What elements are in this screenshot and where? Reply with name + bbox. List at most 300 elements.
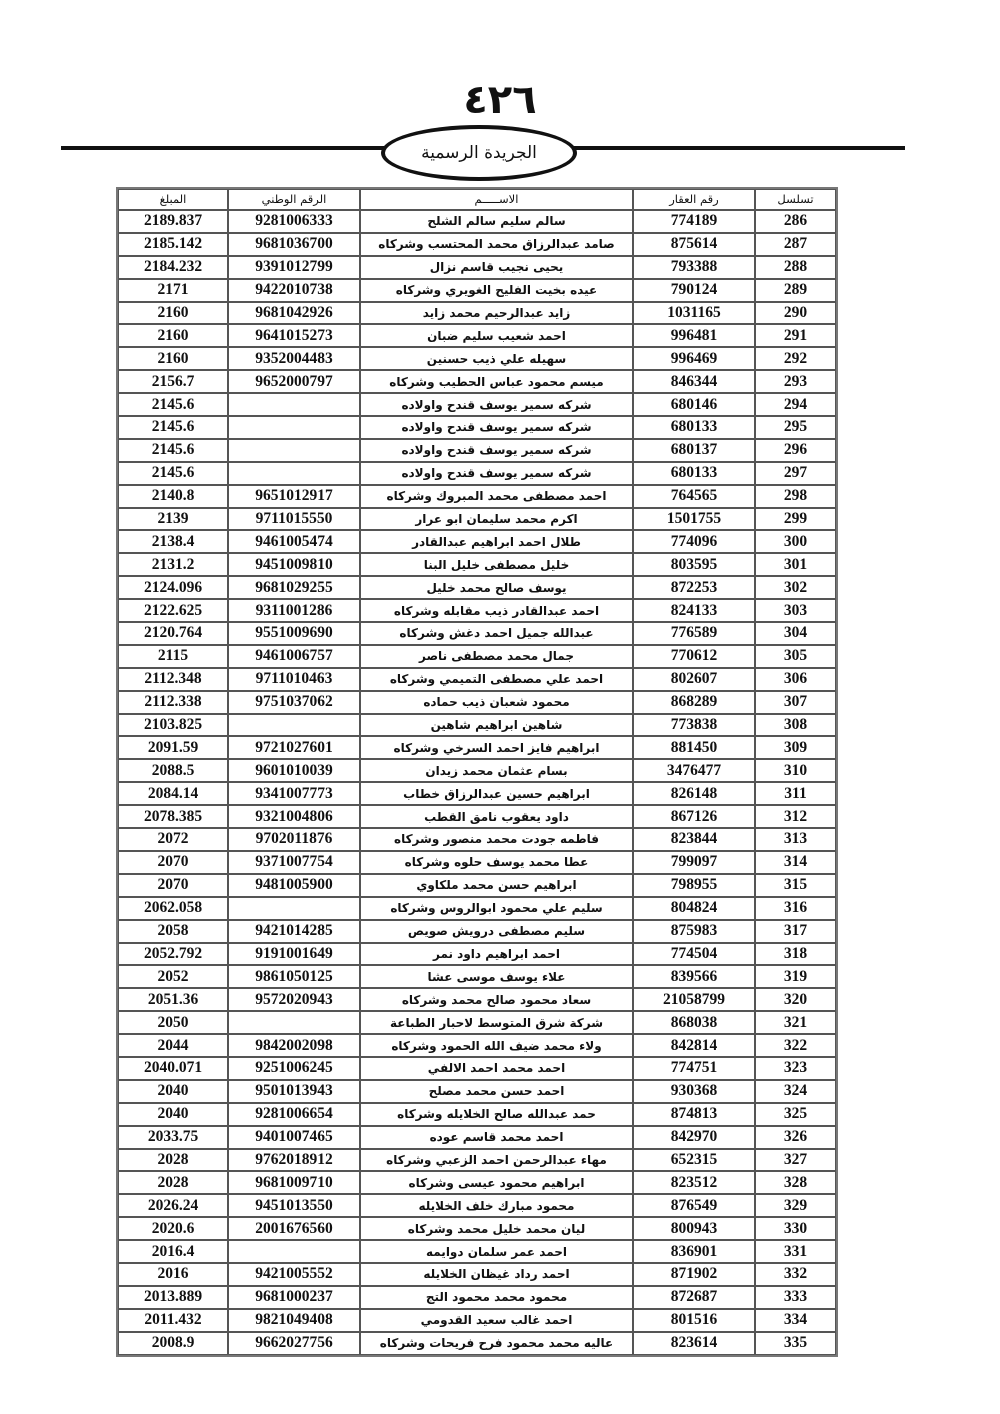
amount-cell: 2088.5 <box>118 759 228 782</box>
national-id-cell: 9451013550 <box>228 1194 360 1217</box>
table-row <box>118 897 836 920</box>
amount-cell: 2138.4 <box>118 530 228 553</box>
table-row <box>118 1080 836 1103</box>
serial-cell: 302 <box>755 576 836 599</box>
national-id-cell: 9652000797 <box>228 370 360 393</box>
amount-cell: 2072 <box>118 828 228 851</box>
name-cell: احمد شعيب سليم ضبان <box>360 324 633 347</box>
name-cell: سليم مصطفى درويش صويص <box>360 920 633 943</box>
name-cell: طلال احمد ابراهيم عبدالقادر <box>360 530 633 553</box>
table-row <box>118 279 836 302</box>
serial-cell: 324 <box>755 1080 836 1103</box>
national-id-cell: 9391012799 <box>228 256 360 279</box>
national-id-cell: 9681000237 <box>228 1286 360 1309</box>
national-id-cell: 9641015273 <box>228 324 360 347</box>
table-row <box>118 920 836 943</box>
name-cell: مهاء عبدالرحمن احمد الزعبي وشركاه <box>360 1149 633 1172</box>
amount-cell: 2011.432 <box>118 1309 228 1332</box>
amount-cell: 2145.6 <box>118 439 228 462</box>
table-row <box>118 347 836 370</box>
table-row <box>118 324 836 347</box>
property-number-cell: 872687 <box>633 1286 755 1309</box>
property-number-cell: 875614 <box>633 233 755 256</box>
amount-cell: 2062.058 <box>118 897 228 920</box>
property-number-cell: 680133 <box>633 462 755 485</box>
property-number-cell: 802607 <box>633 668 755 691</box>
name-cell: ابراهيم حسين عبدالرزاق خطاب <box>360 782 633 805</box>
national-id-cell: 9251006245 <box>228 1057 360 1080</box>
table-row <box>118 1011 836 1034</box>
property-number-cell: 770612 <box>633 645 755 668</box>
property-number-cell: 680146 <box>633 393 755 416</box>
serial-cell: 315 <box>755 874 836 897</box>
table-row <box>118 599 836 622</box>
serial-cell: 303 <box>755 599 836 622</box>
national-id-cell: 9721027601 <box>228 736 360 759</box>
amount-cell: 2058 <box>118 920 228 943</box>
national-id-cell: 9422010738 <box>228 279 360 302</box>
amount-cell: 2184.232 <box>118 256 228 279</box>
name-cell: علاء يوسف موسى عشا <box>360 965 633 988</box>
serial-cell: 290 <box>755 302 836 325</box>
table-body <box>118 210 836 1355</box>
amount-cell: 2185.142 <box>118 233 228 256</box>
page-number: ٤٢٦ <box>463 77 537 123</box>
amount-cell: 2171 <box>118 279 228 302</box>
national-id-cell <box>228 714 360 737</box>
property-number-cell: 800943 <box>633 1217 755 1240</box>
national-id-cell: 9401007465 <box>228 1126 360 1149</box>
national-id-cell: 9421014285 <box>228 920 360 943</box>
national-id-cell: 9702011876 <box>228 828 360 851</box>
table-row <box>118 851 836 874</box>
name-cell: ابراهيم حسن محمد ملكاوي <box>360 874 633 897</box>
serial-cell: 329 <box>755 1194 836 1217</box>
table-row <box>118 714 836 737</box>
name-cell: شاهين ابراهيم شاهين <box>360 714 633 737</box>
property-number-cell: 776589 <box>633 622 755 645</box>
table-row <box>118 622 836 645</box>
table-row <box>118 485 836 508</box>
national-id-cell: 9681036700 <box>228 233 360 256</box>
national-id-cell: 9751037062 <box>228 691 360 714</box>
national-id-cell: 9371007754 <box>228 851 360 874</box>
serial-cell: 327 <box>755 1149 836 1172</box>
table-row <box>118 393 836 416</box>
name-cell: محمود مبارك خلف الخلايله <box>360 1194 633 1217</box>
property-number-cell: 824133 <box>633 599 755 622</box>
table-row <box>118 302 836 325</box>
amount-cell: 2026.24 <box>118 1194 228 1217</box>
table-row <box>118 759 836 782</box>
national-id-cell: 9481005900 <box>228 874 360 897</box>
table-row <box>118 462 836 485</box>
national-id-cell <box>228 439 360 462</box>
serial-cell: 305 <box>755 645 836 668</box>
amount-cell: 2052 <box>118 965 228 988</box>
serial-cell: 325 <box>755 1103 836 1126</box>
property-number-cell: 842970 <box>633 1126 755 1149</box>
serial-cell: 294 <box>755 393 836 416</box>
amount-cell: 2145.6 <box>118 393 228 416</box>
name-cell: شركه سمير يوسف قندح واولاده <box>360 393 633 416</box>
table-header-row <box>118 189 836 210</box>
name-cell: ابراهيم فايز احمد السرخي وشركاه <box>360 736 633 759</box>
table-row <box>118 256 836 279</box>
table-row <box>118 805 836 828</box>
table-row <box>118 416 836 439</box>
property-number-cell: 773838 <box>633 714 755 737</box>
serial-cell: 316 <box>755 897 836 920</box>
property-number-cell: 21058799 <box>633 988 755 1011</box>
amount-cell: 2033.75 <box>118 1126 228 1149</box>
table-row <box>118 1126 836 1149</box>
property-number-cell: 823844 <box>633 828 755 851</box>
name-cell: جمال محمد مصطفى ناصر <box>360 645 633 668</box>
name-cell: عيده بخيت الفليح الغويري وشركاه <box>360 279 633 302</box>
name-cell: احمد ابراهيم داود نمر <box>360 943 633 966</box>
table-row <box>118 736 836 759</box>
serial-cell: 297 <box>755 462 836 485</box>
amount-cell: 2160 <box>118 302 228 325</box>
serial-cell: 298 <box>755 485 836 508</box>
name-cell: يوسف صالح محمد خليل <box>360 576 633 599</box>
serial-cell: 292 <box>755 347 836 370</box>
property-number-cell: 764565 <box>633 485 755 508</box>
national-id-cell: 9681042926 <box>228 302 360 325</box>
name-cell: محمود شعبان ذيب حماده <box>360 691 633 714</box>
table-row <box>118 1057 836 1080</box>
table-row <box>118 439 836 462</box>
column-header-name: الاســـــم <box>360 189 633 210</box>
property-number-cell: 1501755 <box>633 508 755 531</box>
amount-cell: 2040 <box>118 1103 228 1126</box>
amount-cell: 2103.825 <box>118 714 228 737</box>
property-number-cell: 774096 <box>633 530 755 553</box>
serial-cell: 291 <box>755 324 836 347</box>
serial-cell: 313 <box>755 828 836 851</box>
property-number-cell: 846344 <box>633 370 755 393</box>
property-number-cell: 876549 <box>633 1194 755 1217</box>
column-header-property-number: رقم العقار <box>633 189 755 210</box>
serial-cell: 299 <box>755 508 836 531</box>
national-id-cell: 9551009690 <box>228 622 360 645</box>
amount-cell: 2131.2 <box>118 553 228 576</box>
name-cell: سالم سليم سالم الشلح <box>360 210 633 233</box>
serial-cell: 301 <box>755 553 836 576</box>
name-cell: ابراهيم محمود عيسى وشركاه <box>360 1171 633 1194</box>
amount-cell: 2160 <box>118 347 228 370</box>
national-id-cell: 9681029255 <box>228 576 360 599</box>
table-row <box>118 1217 836 1240</box>
table-row <box>118 1240 836 1263</box>
national-id-cell: 9281006654 <box>228 1103 360 1126</box>
amount-cell: 2044 <box>118 1034 228 1057</box>
property-number-cell: 774751 <box>633 1057 755 1080</box>
national-id-cell: 9352004483 <box>228 347 360 370</box>
amount-cell: 2051.36 <box>118 988 228 1011</box>
serial-cell: 289 <box>755 279 836 302</box>
table-row <box>118 553 836 576</box>
property-number-cell: 842814 <box>633 1034 755 1057</box>
column-header-national-id: الرقم الوطني <box>228 189 360 210</box>
national-id-cell <box>228 462 360 485</box>
name-cell: صامد عبدالرزاق محمد المحتسب وشركاه <box>360 233 633 256</box>
table-row <box>118 530 836 553</box>
national-id-cell <box>228 393 360 416</box>
amount-cell: 2040.071 <box>118 1057 228 1080</box>
table-row <box>118 1332 836 1355</box>
serial-cell: 334 <box>755 1309 836 1332</box>
national-id-cell <box>228 1240 360 1263</box>
serial-cell: 330 <box>755 1217 836 1240</box>
serial-cell: 320 <box>755 988 836 1011</box>
name-cell: شركه سمير يوسف قندح واولاده <box>360 416 633 439</box>
national-id-cell: 9821049408 <box>228 1309 360 1332</box>
national-id-cell: 9762018912 <box>228 1149 360 1172</box>
serial-cell: 335 <box>755 1332 836 1355</box>
amount-cell: 2013.889 <box>118 1286 228 1309</box>
register-table <box>116 187 838 1357</box>
property-number-cell: 823614 <box>633 1332 755 1355</box>
table-row <box>118 645 836 668</box>
amount-cell: 2028 <box>118 1171 228 1194</box>
name-cell: سعاد محمود صالح محمد وشركاه <box>360 988 633 1011</box>
amount-cell: 2112.348 <box>118 668 228 691</box>
name-cell: حمد عبدالله صالح الخلايله وشركاه <box>360 1103 633 1126</box>
name-cell: ميسم محمود عباس الحطيب وشركاه <box>360 370 633 393</box>
property-number-cell: 868289 <box>633 691 755 714</box>
national-id-cell: 9662027756 <box>228 1332 360 1355</box>
national-id-cell: 9861050125 <box>228 965 360 988</box>
property-number-cell: 930368 <box>633 1080 755 1103</box>
table-row <box>118 828 836 851</box>
table-row <box>118 668 836 691</box>
amount-cell: 2115 <box>118 645 228 668</box>
national-id-cell: 9711010463 <box>228 668 360 691</box>
property-number-cell: 799097 <box>633 851 755 874</box>
name-cell: شركة شرق المتوسط لاحبار الطباعة <box>360 1011 633 1034</box>
table-row <box>118 370 836 393</box>
serial-cell: 304 <box>755 622 836 645</box>
column-header-amount: المبلغ <box>118 189 228 210</box>
name-cell: سهيله علي ذيب حسنين <box>360 347 633 370</box>
name-cell: عطا محمد يوسف حلوه وشركاه <box>360 851 633 874</box>
property-number-cell: 836901 <box>633 1240 755 1263</box>
serial-cell: 323 <box>755 1057 836 1080</box>
national-id-cell: 9572020943 <box>228 988 360 1011</box>
name-cell: شركه سمير يوسف قندح واولاده <box>360 439 633 462</box>
property-number-cell: 798955 <box>633 874 755 897</box>
name-cell: احمد حسن محمد مصلح <box>360 1080 633 1103</box>
name-cell: فاطمه جودت محمد منصور وشركاه <box>360 828 633 851</box>
serial-cell: 322 <box>755 1034 836 1057</box>
amount-cell: 2124.096 <box>118 576 228 599</box>
national-id-cell: 9281006333 <box>228 210 360 233</box>
amount-cell: 2189.837 <box>118 210 228 233</box>
serial-cell: 318 <box>755 943 836 966</box>
serial-cell: 326 <box>755 1126 836 1149</box>
table-row <box>118 1194 836 1217</box>
serial-cell: 328 <box>755 1171 836 1194</box>
property-number-cell: 872253 <box>633 576 755 599</box>
property-number-cell: 823512 <box>633 1171 755 1194</box>
property-number-cell: 996481 <box>633 324 755 347</box>
property-number-cell: 680137 <box>633 439 755 462</box>
property-number-cell: 874813 <box>633 1103 755 1126</box>
property-number-cell: 774504 <box>633 943 755 966</box>
property-number-cell: 1031165 <box>633 302 755 325</box>
table-row <box>118 782 836 805</box>
serial-cell: 306 <box>755 668 836 691</box>
national-id-cell: 9501013943 <box>228 1080 360 1103</box>
name-cell: ولاء محمد ضيف الله الحمود وشركاه <box>360 1034 633 1057</box>
national-id-cell: 9451009810 <box>228 553 360 576</box>
table-row <box>118 210 836 233</box>
national-id-cell: 9321004806 <box>228 805 360 828</box>
name-cell: بسام عثمان محمد زيدان <box>360 759 633 782</box>
amount-cell: 2070 <box>118 874 228 897</box>
name-cell: احمد عمر سلمان دوايمه <box>360 1240 633 1263</box>
amount-cell: 2028 <box>118 1149 228 1172</box>
property-number-cell: 875983 <box>633 920 755 943</box>
national-id-cell: 9651012917 <box>228 485 360 508</box>
amount-cell: 2120.764 <box>118 622 228 645</box>
national-id-cell: 9842002098 <box>228 1034 360 1057</box>
name-cell: ليان محمد خليل محمد وشركاه <box>360 1217 633 1240</box>
serial-cell: 288 <box>755 256 836 279</box>
amount-cell: 2016 <box>118 1263 228 1286</box>
table-row <box>118 576 836 599</box>
national-id-cell: 9461005474 <box>228 530 360 553</box>
national-id-cell: 9191001649 <box>228 943 360 966</box>
name-cell: احمد عبدالقادر ذيب مقابله وشركاه <box>360 599 633 622</box>
amount-cell: 2139 <box>118 508 228 531</box>
serial-cell: 296 <box>755 439 836 462</box>
name-cell: سليم علي محمود ابوالروس وشركاه <box>360 897 633 920</box>
serial-cell: 300 <box>755 530 836 553</box>
name-cell: احمد محمد احمد الالفي <box>360 1057 633 1080</box>
property-number-cell: 793388 <box>633 256 755 279</box>
national-id-cell: 9681009710 <box>228 1171 360 1194</box>
amount-cell: 2091.59 <box>118 736 228 759</box>
table-row <box>118 691 836 714</box>
serial-cell: 293 <box>755 370 836 393</box>
table-row <box>118 1286 836 1309</box>
property-number-cell: 871902 <box>633 1263 755 1286</box>
name-cell: محمود محمد محمود التج <box>360 1286 633 1309</box>
table-row <box>118 1034 836 1057</box>
amount-cell: 2122.625 <box>118 599 228 622</box>
name-cell: شركه سمير يوسف قندح واولاده <box>360 462 633 485</box>
property-number-cell: 996469 <box>633 347 755 370</box>
amount-cell: 2078.385 <box>118 805 228 828</box>
table-row <box>118 1263 836 1286</box>
property-number-cell: 867126 <box>633 805 755 828</box>
serial-cell: 308 <box>755 714 836 737</box>
amount-cell: 2052.792 <box>118 943 228 966</box>
amount-cell: 2020.6 <box>118 1217 228 1240</box>
name-cell: احمد رداد غيظان الخلايله <box>360 1263 633 1286</box>
serial-cell: 332 <box>755 1263 836 1286</box>
serial-cell: 333 <box>755 1286 836 1309</box>
serial-cell: 331 <box>755 1240 836 1263</box>
name-cell: احمد علي مصطفى التميمي وشركاه <box>360 668 633 691</box>
national-id-cell: 9341007773 <box>228 782 360 805</box>
property-number-cell: 803595 <box>633 553 755 576</box>
table-row <box>118 943 836 966</box>
property-number-cell: 774189 <box>633 210 755 233</box>
property-number-cell: 790124 <box>633 279 755 302</box>
table-row <box>118 1103 836 1126</box>
property-number-cell: 826148 <box>633 782 755 805</box>
property-number-cell: 652315 <box>633 1149 755 1172</box>
property-number-cell: 680133 <box>633 416 755 439</box>
property-number-cell: 801516 <box>633 1309 755 1332</box>
amount-cell: 2084.14 <box>118 782 228 805</box>
amount-cell: 2160 <box>118 324 228 347</box>
national-id-cell: 9461006757 <box>228 645 360 668</box>
serial-cell: 314 <box>755 851 836 874</box>
name-cell: يحيى نجيب قاسم نزال <box>360 256 633 279</box>
name-cell: زايد عبدالرحيم محمد زايد <box>360 302 633 325</box>
table-row <box>118 508 836 531</box>
table-row <box>118 233 836 256</box>
serial-cell: 307 <box>755 691 836 714</box>
property-number-cell: 3476477 <box>633 759 755 782</box>
serial-cell: 317 <box>755 920 836 943</box>
amount-cell: 2112.338 <box>118 691 228 714</box>
table-row <box>118 1149 836 1172</box>
serial-cell: 287 <box>755 233 836 256</box>
name-cell: اكرم محمد سليمان ابو عرار <box>360 508 633 531</box>
national-id-cell <box>228 416 360 439</box>
name-cell: احمد غالب سعيد القدومي <box>360 1309 633 1332</box>
amount-cell: 2008.9 <box>118 1332 228 1355</box>
amount-cell: 2140.8 <box>118 485 228 508</box>
serial-cell: 286 <box>755 210 836 233</box>
national-id-cell: 9421005552 <box>228 1263 360 1286</box>
serial-cell: 319 <box>755 965 836 988</box>
table-row <box>118 988 836 1011</box>
national-id-cell <box>228 897 360 920</box>
name-cell: احمد مصطفى محمد المبروك وشركاه <box>360 485 633 508</box>
serial-cell: 311 <box>755 782 836 805</box>
name-cell: خليل مصطفى خليل البنا <box>360 553 633 576</box>
publication-title: الجريدة الرسمية <box>421 143 537 163</box>
national-id-cell <box>228 1011 360 1034</box>
name-cell: عبدالله جميل احمد دغش وشركاه <box>360 622 633 645</box>
amount-cell: 2050 <box>118 1011 228 1034</box>
table-row <box>118 1171 836 1194</box>
table-row <box>118 1309 836 1332</box>
column-header-serial: تسلسل <box>755 189 836 210</box>
property-number-cell: 804824 <box>633 897 755 920</box>
amount-cell: 2156.7 <box>118 370 228 393</box>
national-id-cell: 9711015550 <box>228 508 360 531</box>
amount-cell: 2145.6 <box>118 416 228 439</box>
name-cell: عاليه محمد محمود فرح فريحات وشركاه <box>360 1332 633 1355</box>
serial-cell: 312 <box>755 805 836 828</box>
national-id-cell: 9601010039 <box>228 759 360 782</box>
amount-cell: 2145.6 <box>118 462 228 485</box>
publication-title-ellipse <box>381 125 577 181</box>
amount-cell: 2070 <box>118 851 228 874</box>
national-id-cell: 2001676560 <box>228 1217 360 1240</box>
property-number-cell: 868038 <box>633 1011 755 1034</box>
serial-cell: 309 <box>755 736 836 759</box>
amount-cell: 2040 <box>118 1080 228 1103</box>
